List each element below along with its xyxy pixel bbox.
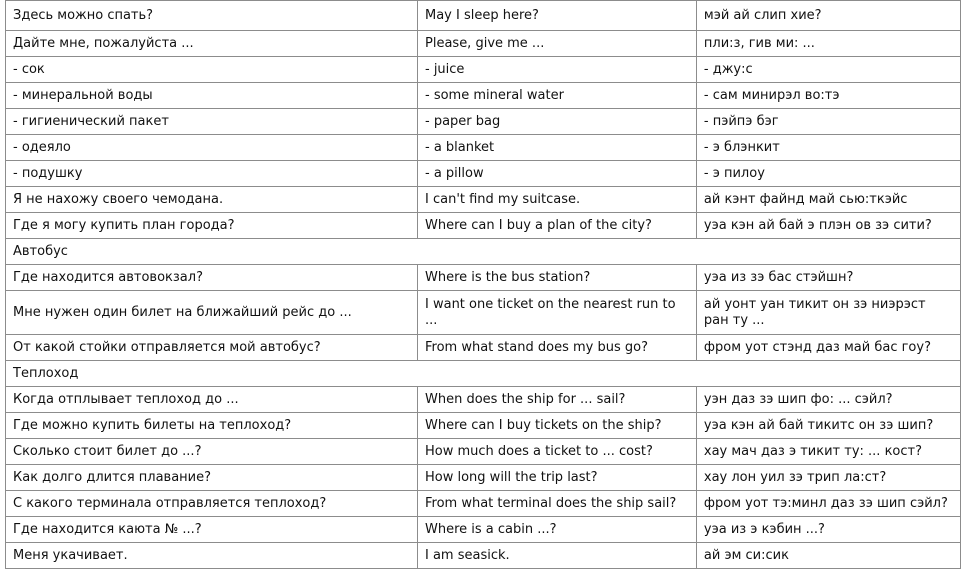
- table-row: [6, 291, 961, 335]
- russian-phrase-cell: - гигиенический пакет: [6, 109, 418, 135]
- russian-phrase-cell: Где я могу купить план города?: [6, 213, 418, 239]
- russian-phrase-cell: Как долго длится плавание?: [6, 465, 418, 491]
- table-row: [6, 439, 961, 465]
- table-row: [6, 109, 961, 135]
- table-row: [6, 335, 961, 361]
- russian-phrase-cell: - одеяло: [6, 135, 418, 161]
- russian-phrase-cell: Сколько стоит билет до ...?: [6, 439, 418, 465]
- table-row: [6, 135, 961, 161]
- transcription-cell: уэа кэн ай бай э плэн ов зэ сити?: [696, 213, 960, 239]
- table-row: [6, 465, 961, 491]
- table-row: [6, 1, 961, 31]
- table-row: [6, 31, 961, 57]
- phrasebook-table: [5, 0, 961, 569]
- transcription-cell: ай уонт уан тикит он зэ ниэрэст ран ту ...: [696, 291, 960, 335]
- russian-phrase-cell: - сок: [6, 57, 418, 83]
- russian-phrase-cell: Где находится автовокзал?: [6, 265, 418, 291]
- transcription-cell: - э пилоу: [696, 161, 960, 187]
- english-phrase-cell: I can't find my suitcase.: [418, 187, 697, 213]
- section-header-row: [6, 361, 961, 387]
- transcription-cell: уэа из зэ бас стэйшн?: [696, 265, 960, 291]
- english-phrase-cell: Where is the bus station?: [418, 265, 697, 291]
- table-row: [6, 491, 961, 517]
- table-row: [6, 57, 961, 83]
- russian-phrase-cell: Где находится каюта № ...?: [6, 517, 418, 543]
- russian-phrase-cell: Меня укачивает.: [6, 543, 418, 569]
- transcription-cell: - джу:с: [696, 57, 960, 83]
- transcription-cell: фром уот стэнд даз май бас гоу?: [696, 335, 960, 361]
- russian-phrase-cell: С какого терминала отправляется теплоход?: [6, 491, 418, 517]
- table-row: [6, 543, 961, 569]
- table-row: [6, 413, 961, 439]
- english-phrase-cell: Please, give me ...: [418, 31, 697, 57]
- russian-phrase-cell: Я не нахожу своего чемодана.: [6, 187, 418, 213]
- russian-phrase-cell: Здесь можно спать?: [6, 1, 418, 31]
- table-row: [6, 387, 961, 413]
- english-phrase-cell: I am seasick.: [418, 543, 697, 569]
- transcription-cell: пли:з, гив ми: ...: [696, 31, 960, 57]
- english-phrase-cell: Where can I buy tickets on the ship?: [418, 413, 697, 439]
- english-phrase-cell: - paper bag: [418, 109, 697, 135]
- english-phrase-cell: - juice: [418, 57, 697, 83]
- transcription-cell: ай кэнт файнд май сью:ткэйс: [696, 187, 960, 213]
- russian-phrase-cell: Когда отплывает теплоход до ...: [6, 387, 418, 413]
- transcription-cell: - сам минирэл во:тэ: [696, 83, 960, 109]
- table-row: [6, 265, 961, 291]
- table-row: [6, 161, 961, 187]
- english-phrase-cell: - a pillow: [418, 161, 697, 187]
- transcription-cell: ай эм си:сик: [696, 543, 960, 569]
- english-phrase-cell: From what stand does my bus go?: [418, 335, 697, 361]
- transcription-cell: уэа из э кэбин ...?: [696, 517, 960, 543]
- table-row: [6, 517, 961, 543]
- english-phrase-cell: Where is a cabin ...?: [418, 517, 697, 543]
- english-phrase-cell: From what terminal does the ship sail?: [418, 491, 697, 517]
- section-title: Автобус: [6, 239, 961, 265]
- english-phrase-cell: May I sleep here?: [418, 1, 697, 31]
- table-row: [6, 83, 961, 109]
- english-phrase-cell: I want one ticket on the nearest run to ...: [418, 291, 697, 335]
- russian-phrase-cell: Дайте мне, пожалуйста ...: [6, 31, 418, 57]
- transcription-cell: уэн даз зэ шип фо: ... сэйл?: [696, 387, 960, 413]
- russian-phrase-cell: Мне нужен один билет на ближайший рейс до ...: [6, 291, 418, 335]
- section-title: Теплоход: [6, 361, 961, 387]
- transcription-cell: хау мач даз э тикит ту: ... кост?: [696, 439, 960, 465]
- transcription-cell: - э блэнкит: [696, 135, 960, 161]
- russian-phrase-cell: - подушку: [6, 161, 418, 187]
- english-phrase-cell: How much does a ticket to ... cost?: [418, 439, 697, 465]
- transcription-cell: хау лон уил зэ трип ла:ст?: [696, 465, 960, 491]
- transcription-cell: уэа кэн ай бай тикитс он зэ шип?: [696, 413, 960, 439]
- transcription-cell: фром уот тэ:минл даз зэ шип сэйл?: [696, 491, 960, 517]
- english-phrase-cell: When does the ship for ... sail?: [418, 387, 697, 413]
- russian-phrase-cell: Где можно купить билеты на теплоход?: [6, 413, 418, 439]
- phrasebook-body: [6, 1, 961, 569]
- english-phrase-cell: Where can I buy a plan of the city?: [418, 213, 697, 239]
- transcription-cell: мэй ай слип хие?: [696, 1, 960, 31]
- english-phrase-cell: How long will the trip last?: [418, 465, 697, 491]
- section-header-row: [6, 239, 961, 265]
- transcription-cell: - пэйпэ бэг: [696, 109, 960, 135]
- table-row: [6, 187, 961, 213]
- english-phrase-cell: - some mineral water: [418, 83, 697, 109]
- table-row: [6, 213, 961, 239]
- english-phrase-cell: - a blanket: [418, 135, 697, 161]
- russian-phrase-cell: От какой стойки отправляется мой автобус?: [6, 335, 418, 361]
- russian-phrase-cell: - минеральной воды: [6, 83, 418, 109]
